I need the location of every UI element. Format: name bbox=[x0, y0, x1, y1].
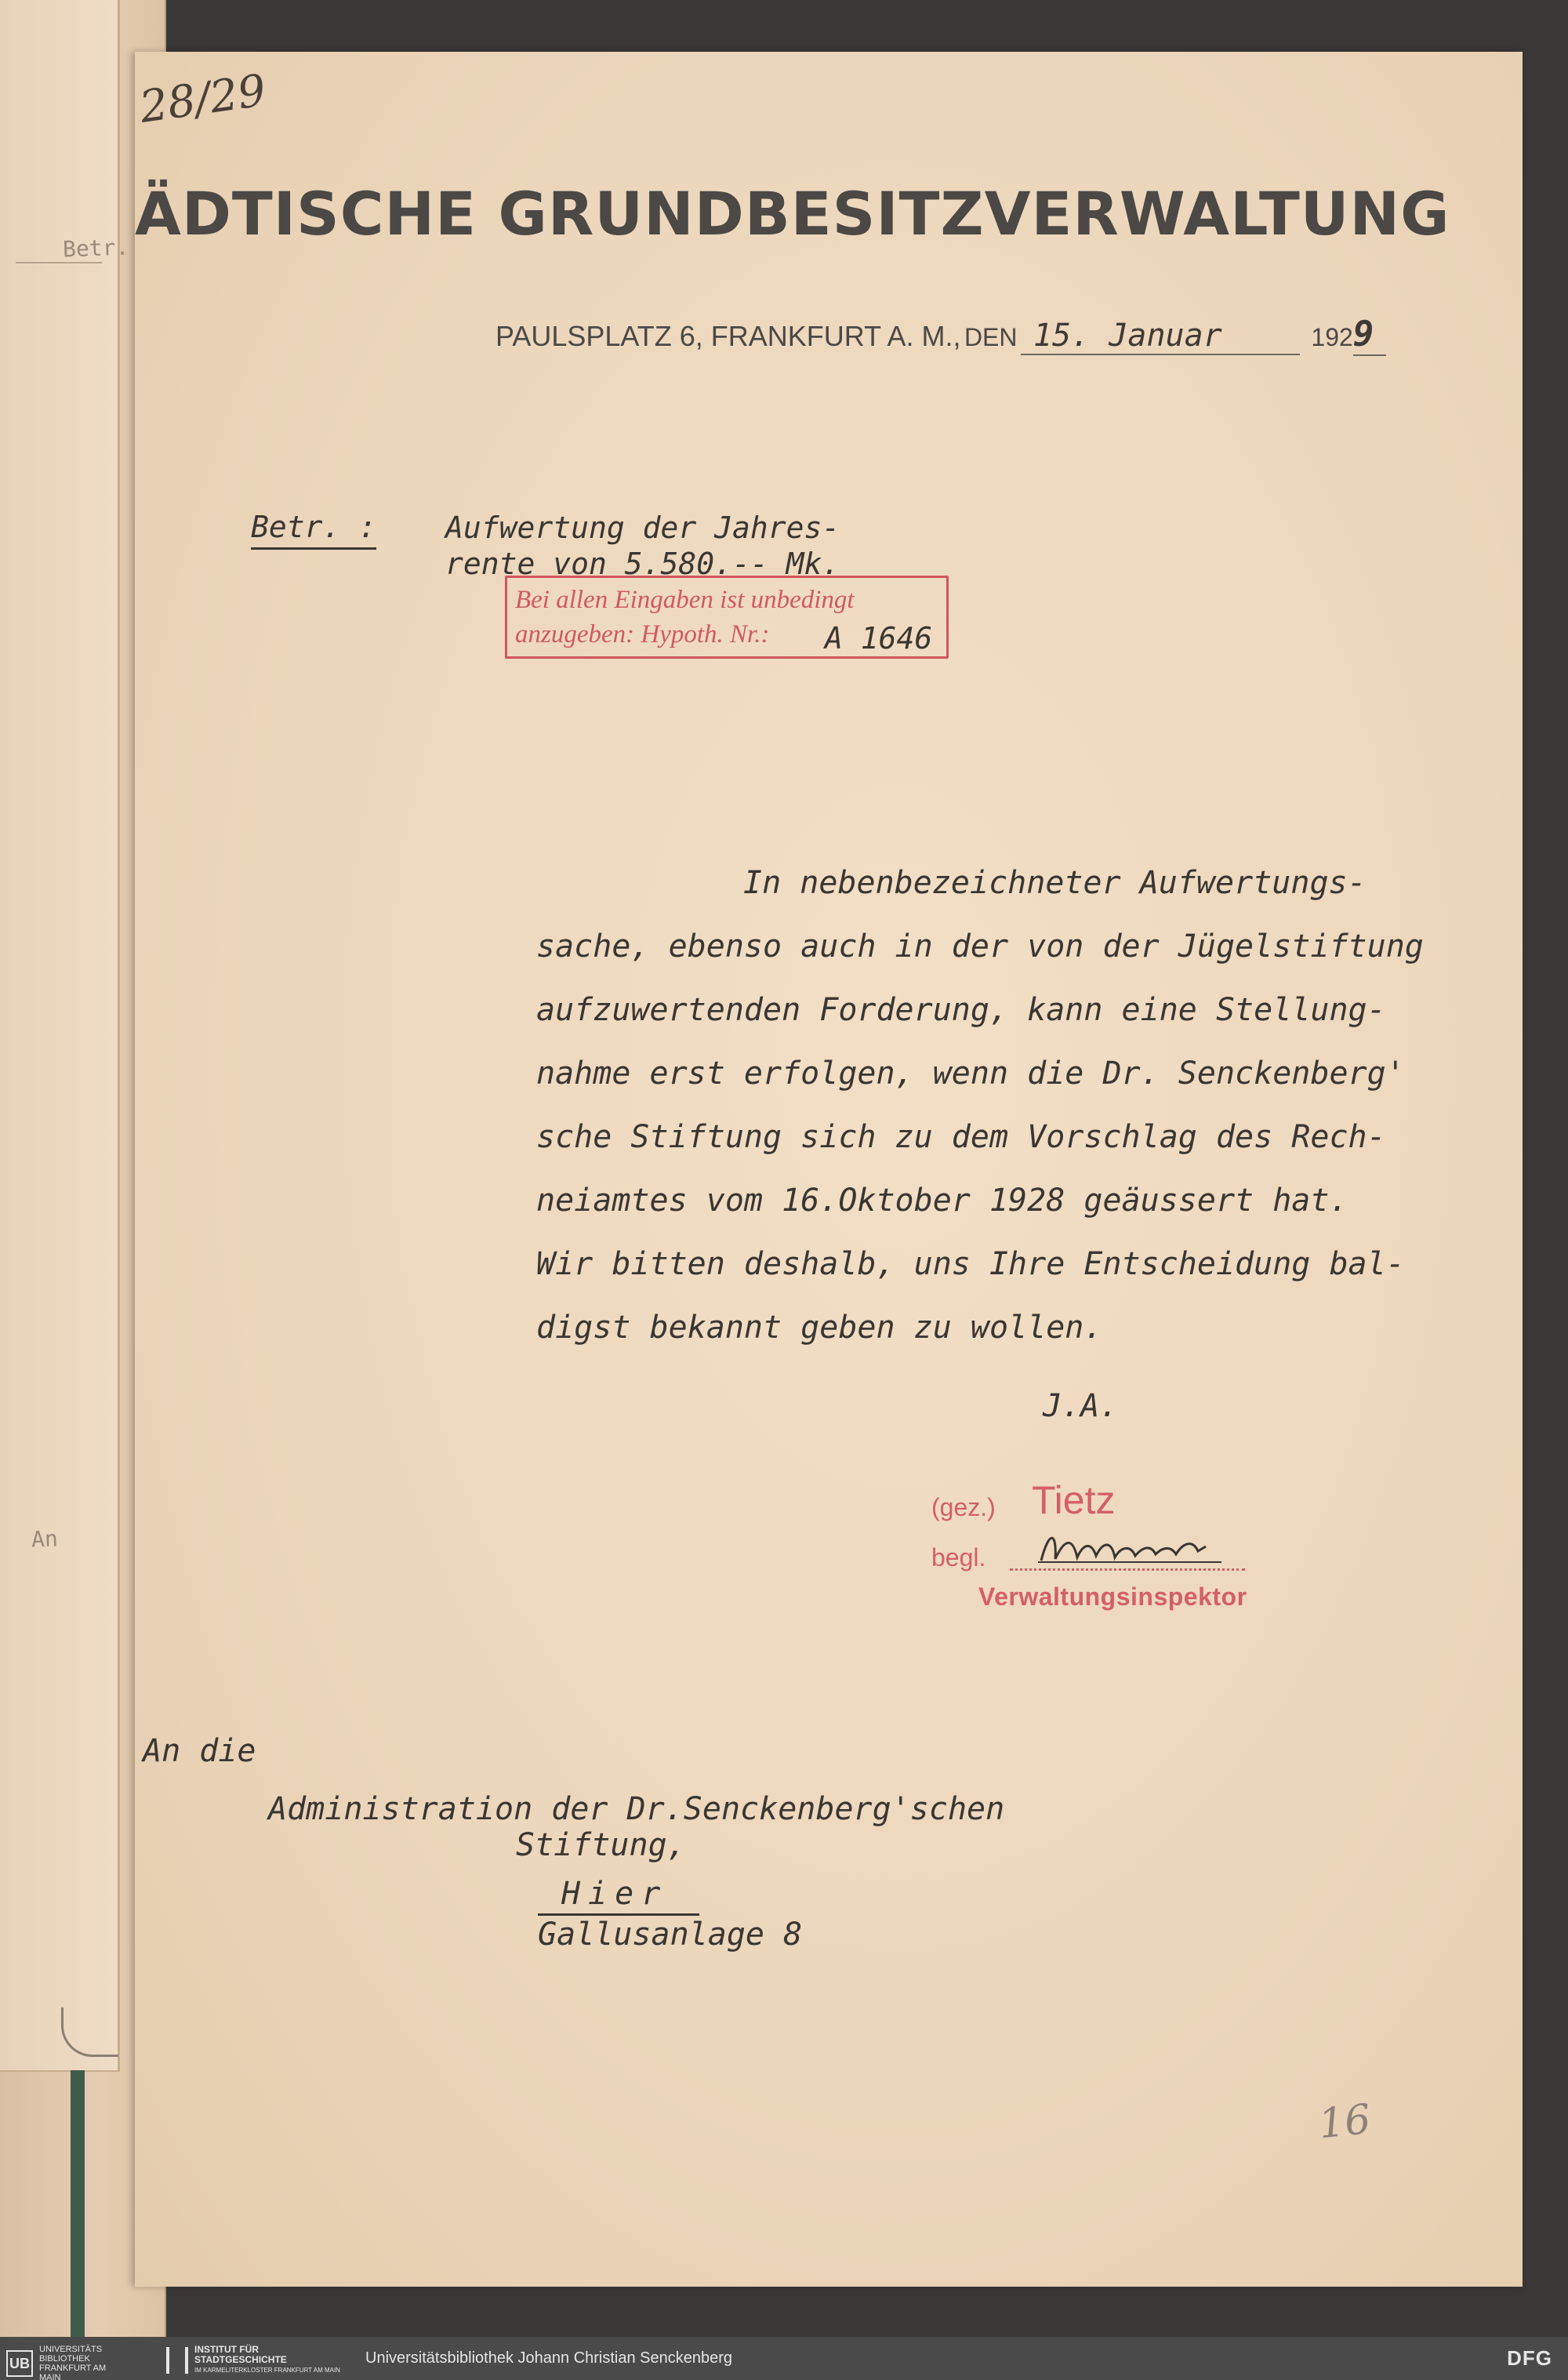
isg-logo-line: IM KARMELITERKLOSTER FRANKFURT AM MAIN bbox=[194, 2367, 340, 2374]
subject-line: rente von 5.580.-- Mk. bbox=[445, 547, 840, 581]
date-field: 15. Januar bbox=[1021, 318, 1300, 355]
stamp-line: anzugeben: Hypoth. Nr.: bbox=[515, 620, 770, 649]
signature-stamp bbox=[931, 1477, 1292, 1626]
addressee-intro: An die bbox=[143, 1733, 256, 1769]
letterhead-address: PAULSPLATZ 6, FRANKFURT A. M., bbox=[495, 320, 961, 352]
letterhead-title: ÄDTISCHE GRUNDBESITZVERWALTUNG bbox=[135, 179, 1450, 249]
body-line: nahme erst erfolgen, wenn die Dr. Senckenberg' bbox=[536, 1056, 1405, 1092]
subject-line: Aufwertung der Jahres- bbox=[445, 511, 840, 545]
dfg-logo[interactable]: DFG bbox=[1507, 2346, 1552, 2370]
isg-logo-icon bbox=[166, 2347, 188, 2374]
addressee-name bbox=[268, 1791, 1004, 1863]
date-label: DEN bbox=[964, 323, 1018, 351]
library-credit: Universitätsbibliothek Johann Christian Senckenberg bbox=[365, 2349, 733, 2367]
year-prefix: 192 bbox=[1311, 323, 1353, 351]
body-line: In nebenbezeichneter Aufwertungs- bbox=[743, 865, 1367, 901]
isg-logo[interactable] bbox=[166, 2345, 340, 2375]
ub-logo[interactable] bbox=[6, 2345, 110, 2380]
signature-begl: begl. bbox=[931, 1543, 986, 1572]
viewer-footer bbox=[0, 2337, 1568, 2380]
signature-name: Tietz bbox=[1032, 1478, 1116, 1522]
binding-strip bbox=[71, 2070, 85, 2337]
isg-logo-line: INSTITUT FÜR bbox=[194, 2344, 259, 2355]
ub-logo-line: FRANKFURT AM MAIN bbox=[39, 2364, 107, 2380]
addressee-hier: Hier bbox=[538, 1876, 699, 1916]
body-line: Wir bitten deshalb, uns Ihre Entscheidung bal- bbox=[536, 1246, 1405, 1282]
body-line: neiamtes vom 16.Oktober 1928 geäussert hat. bbox=[536, 1183, 1348, 1219]
ub-logo-text bbox=[39, 2345, 110, 2380]
underlying-sheet-line bbox=[16, 262, 102, 263]
folio-number-top: 28/29 bbox=[136, 65, 270, 133]
signature-ia: J.A. bbox=[1043, 1388, 1119, 1424]
letter-body bbox=[536, 852, 1424, 1360]
body-line: digst bekannt geben zu wollen. bbox=[536, 1310, 1103, 1346]
underlying-sheet-mark: An bbox=[31, 1525, 59, 1553]
body-line: sache, ebenso auch in der von der Jügelstiftung bbox=[536, 928, 1424, 965]
mortgage-number: A 1646 bbox=[825, 621, 933, 656]
addressee-line: Administration der Dr.Senckenberg'schen bbox=[268, 1791, 1005, 1827]
handwritten-signature bbox=[1033, 1523, 1245, 1570]
paper-clip-icon bbox=[61, 2008, 118, 2057]
ub-logo-icon: UB bbox=[6, 2350, 33, 2377]
body-line: aufzuwertenden Forderung, kann eine Stellung- bbox=[536, 992, 1386, 1028]
isg-logo-line: STADTGESCHICHTE bbox=[194, 2354, 287, 2365]
addressee-street: Gallusanlage 8 bbox=[538, 1917, 803, 1953]
letterhead-address-line bbox=[495, 314, 1386, 356]
folio-number-bottom: 16 bbox=[1316, 2095, 1374, 2149]
subject-text bbox=[445, 510, 840, 582]
underlying-sheet-mark: Betr. bbox=[62, 234, 129, 263]
stamp-line: Bei allen Eingaben ist unbedingt bbox=[515, 586, 855, 614]
body-line: sche Stiftung sich zu dem Vorschlag des Rech- bbox=[536, 1119, 1386, 1155]
isg-logo-text bbox=[194, 2345, 340, 2375]
letter-document bbox=[135, 52, 1523, 2287]
addressee-line: Stiftung, bbox=[516, 1827, 686, 1863]
subject-label: Betr. : bbox=[251, 510, 376, 550]
signature-title: Verwaltungsinspektor bbox=[978, 1582, 1247, 1611]
underlying-sheet-top bbox=[0, 0, 129, 2072]
year-suffix: 9 bbox=[1353, 314, 1386, 356]
ub-logo-line: UNIVERSITÄTS BIBLIOTHEK bbox=[39, 2345, 103, 2364]
signature-gez: (gez.) bbox=[931, 1493, 996, 1521]
